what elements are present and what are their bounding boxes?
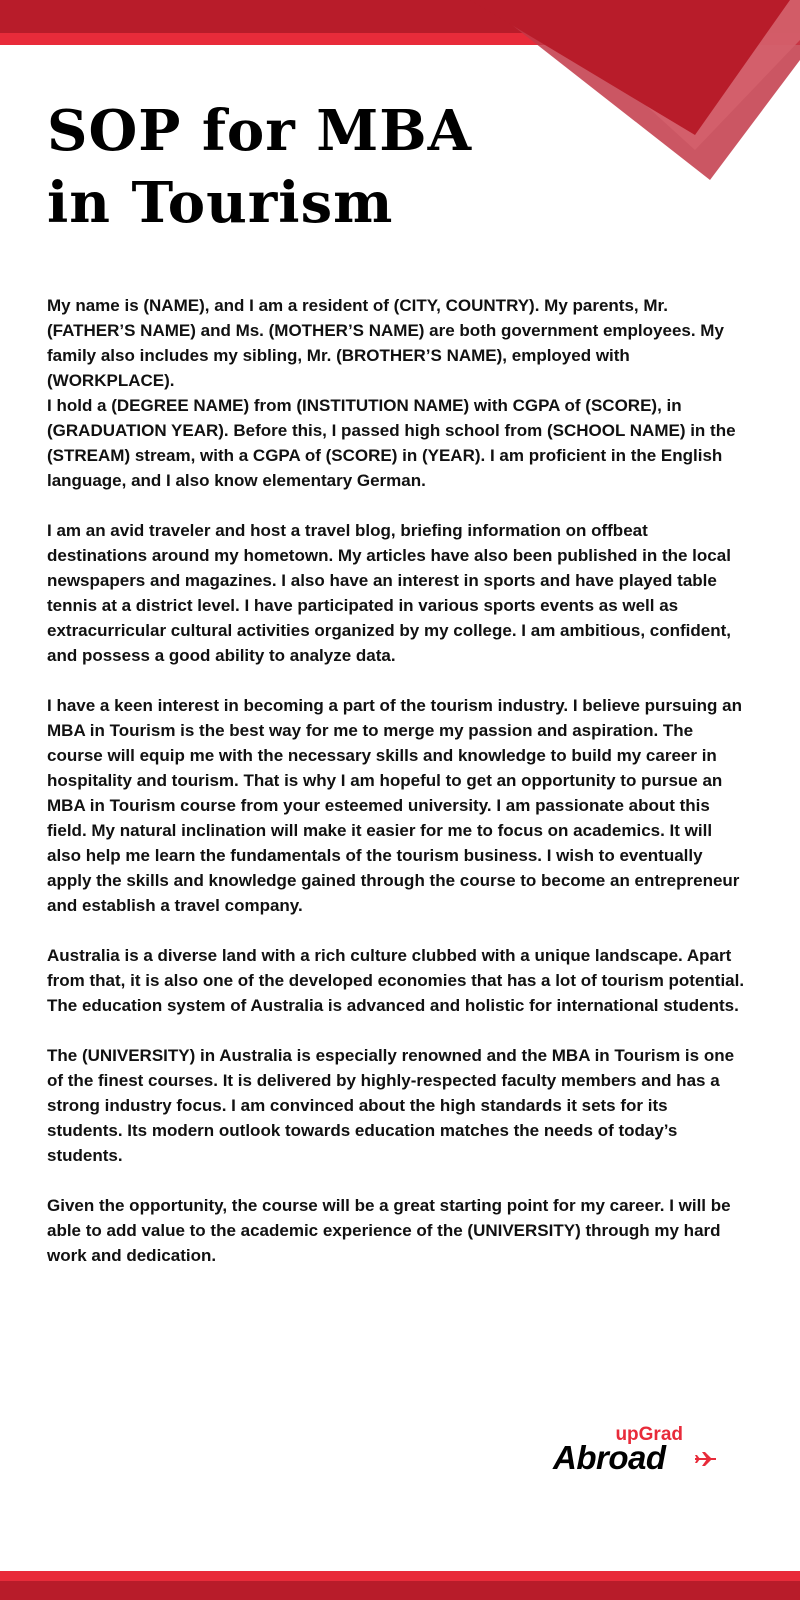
paragraph-education: I hold a (DEGREE NAME) from (INSTITUTION NAME) with CGPA of (SCORE), in (GRADUATION YEAR). Before this, I passed high school from (SCHOOL NAME) in the (STREAM) stream, with a CGPA of (SCORE) in (YEAR). I am proficient in the English language, and I also know elementary German. — [47, 396, 736, 490]
bottom-band-dark — [0, 1581, 800, 1600]
logo-abroad-text: Abroad — [553, 1439, 666, 1476]
sop-body — [47, 293, 747, 1293]
upgrad-abroad-logo — [553, 1425, 723, 1477]
title-line-1: SOP for MBA — [47, 98, 473, 164]
paragraph-interests: I am an avid traveler and host a travel blog, briefing information on offbeat destinations around my hometown. My articles have also been published in the local newspapers and magazines. I also have an interest in sports and have played table tennis at a district level. I have participated in various sports events as well as extracurricular cultural activities organized by my college. I am ambitious, confident, and possess a good ability to analyze data. — [47, 521, 731, 665]
title-line-2: in Tourism — [47, 170, 394, 236]
bottom-band-light — [0, 1571, 800, 1581]
paragraph-university: The (UNIVERSITY) in Australia is especially renowned and the MBA in Tourism is one of the finest courses. It is delivered by highly-respected faculty members and has a strong industry focus. I am convinced about the high standards it sets for its students. Its modern outlook towards education matches the needs of today’s students. — [47, 1046, 735, 1165]
page-title — [47, 95, 472, 239]
paragraph-motivation: I have a keen interest in becoming a part of the tourism industry. I believe pursuing an MBA in Tourism is the best way for me to merge my passion and aspiration. The course will equip me with the necessary skills and knowledge to build my career in hospitality and tourism. That is why I am hopeful to get an opportunity to pursue an MBA in Tourism course from your esteemed university. I am passionate about this field. My natural inclination will make it easier for me to focus on academics. It will also help me learn the fundamentals of the tourism business. I wish to eventually apply the skills and knowledge gained through the course to become an entrepreneur and establish a travel company. — [47, 696, 742, 915]
paragraph-personal: My name is (NAME), and I am a resident of (CITY, COUNTRY). My parents, Mr. (FATHER’S NAME) and Ms. (MOTHER’S NAME) are both government employees. My family also includes my sibling, Mr. (BROTHER’S NAME), employed with (WORKPLACE). — [47, 296, 724, 390]
paragraph-conclusion: Given the opportunity, the course will be a great starting point for my career. I will be able to add value to the academic experience of the (UNIVERSITY) through my hard work and dedication. — [47, 1196, 731, 1265]
paragraph-australia: Australia is a diverse land with a rich culture clubbed with a unique landscape. Apart from that, it is also one of the developed economies that has a lot of tourism potential. The education system of Australia is advanced and holistic for international students. — [47, 946, 745, 1015]
logo-upgrad-text: upGrad — [615, 1424, 683, 1445]
airplane-icon — [695, 1451, 717, 1467]
